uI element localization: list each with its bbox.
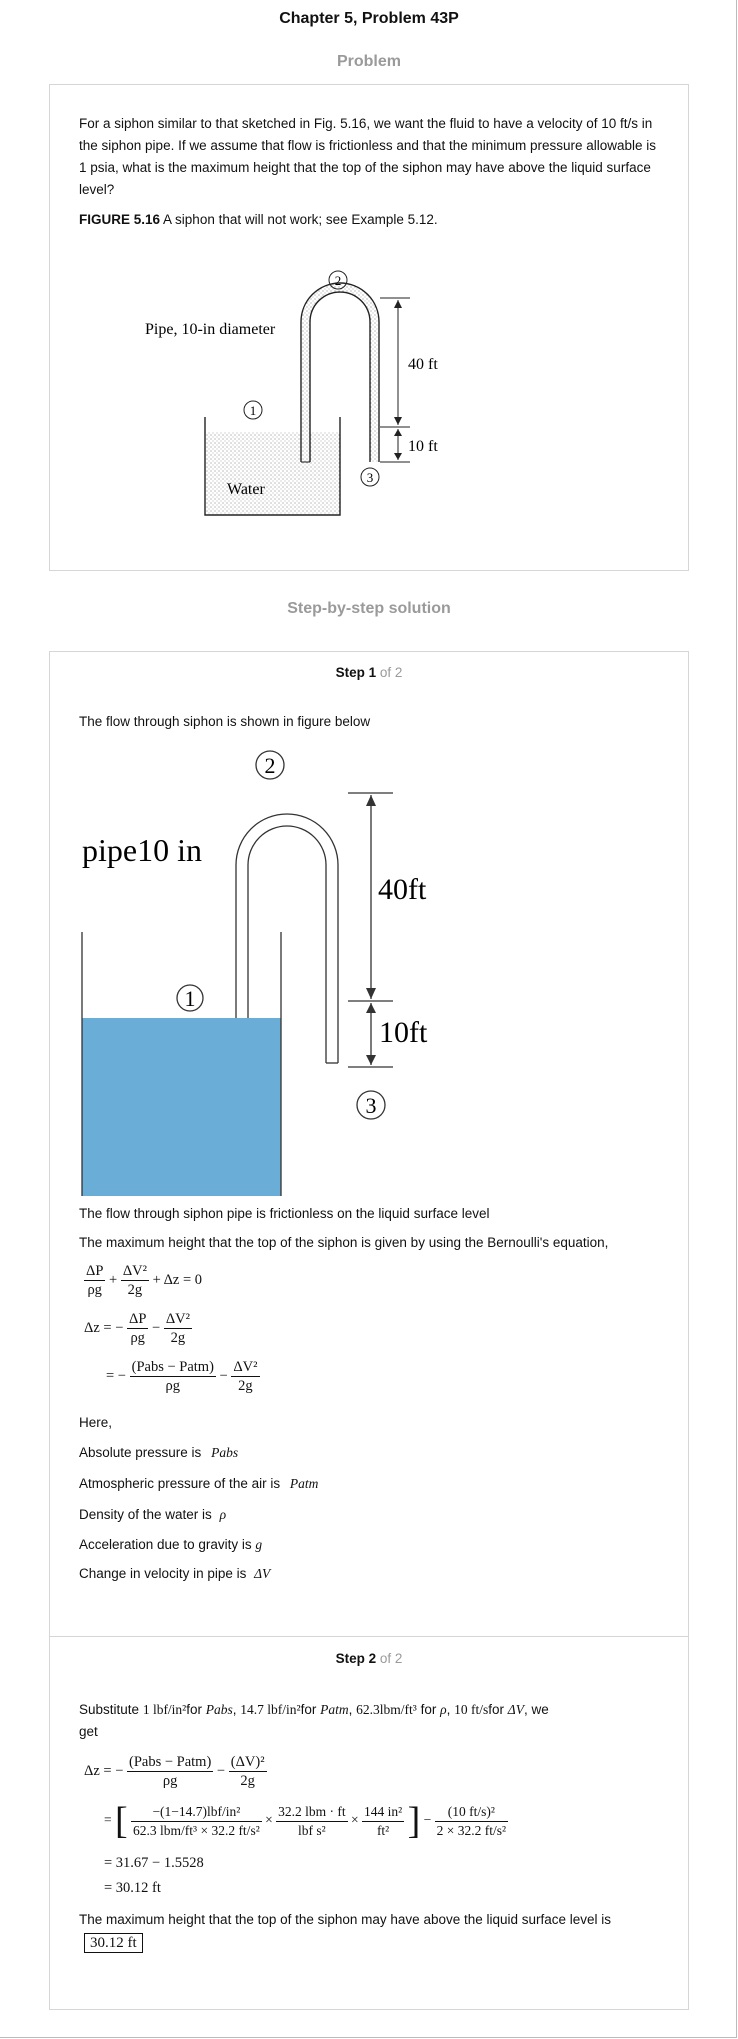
eq1-plus: + (109, 1271, 118, 1288)
eq3-minus: − (219, 1367, 228, 1384)
solution-label-10ft: 10ft (379, 1016, 428, 1049)
eq2-den-rhog: ρg (127, 1328, 148, 1347)
step1-line1: The flow through siphon pipe is frictionless on the liquid surface level (79, 1206, 490, 1221)
s2-num1: −(1−14.7)lbf/in² (152, 1803, 241, 1819)
step1-label (0, 665, 738, 680)
sub-for-1: for (186, 1702, 202, 1717)
step-divider (49, 1636, 689, 1637)
final-statement: The maximum height that the top of the siphon may have above the liquid surface level is (79, 1912, 612, 1927)
s2-den-2g: 2g (229, 1771, 267, 1790)
s2-den2: lbf s² (276, 1821, 348, 1840)
sub-get: get (79, 1724, 98, 1739)
s2-num-pdiff: (Pabs − Patm) (129, 1754, 212, 1770)
solution-point-1: 1 (184, 986, 196, 1011)
eq2-dz: Δz = − (84, 1319, 124, 1336)
def-2-label: Density of the water is (79, 1507, 212, 1522)
def-4-label: Change in velocity in pipe is (79, 1566, 247, 1581)
s2-times-2: × (351, 1812, 359, 1828)
sub-s2: Patm (320, 1702, 349, 1717)
tank-water (205, 432, 340, 516)
s2-num3: 144 in² (364, 1803, 403, 1819)
step2-numeric-equation: = [ $\frac{\text{−(1−14.7)lbf/in²}}{\text{62.3 lbm/ft³ × 32.2 ft/s²}}$ × $\frac{\text{32.2 lbm · ft}}{\text{lbf s²}}$ × $\frac{\text{144 in²}}{\text{ft²}}$ ] − $\frac{\text{(10 ft/s)²}}{\text{2 × 32.2 ft/s²}}$ (104, 1800, 507, 1842)
sub-word: Substitute (79, 1702, 140, 1717)
def-0-symbol: Pabs (211, 1445, 239, 1460)
eq1-dz0: + Δz = 0 (152, 1271, 203, 1288)
eq3-den-rhog: ρg (130, 1376, 216, 1395)
label-10ft: 10 ft (408, 438, 438, 455)
solution-tank-water (82, 1018, 281, 1196)
eq3-num-pdiff: (Pabs − Patm) (131, 1359, 214, 1375)
here-label: Here, (79, 1415, 113, 1430)
s2-num2: 32.2 lbm · ft (278, 1803, 346, 1819)
solution-point-2: 2 (264, 753, 276, 778)
siphon-figure-original (130, 262, 460, 522)
sub-v3: 62.3lbm/ft³ (356, 1702, 417, 1717)
label-pipe: Pipe, 10-in diameter (145, 321, 276, 338)
figure-caption (79, 209, 659, 231)
sub-s4: ΔV (507, 1702, 524, 1717)
sub-v2: 14.7 lbf/in² (240, 1702, 301, 1717)
s2-num-dv2: (ΔV)² (230, 1754, 265, 1770)
s2-minus-1: − (216, 1762, 226, 1779)
point-3-label: 3 (366, 470, 374, 485)
def-velocity (79, 1563, 659, 1585)
def-3-label: Acceleration due to gravity is (79, 1537, 252, 1552)
s2-den1: 62.3 lbm/ft³ × 32.2 ft/s² (133, 1822, 260, 1838)
eq2-num-dp: ΔP (129, 1311, 147, 1327)
sub-s3: ρ (440, 1702, 447, 1717)
step2-of: of 2 (376, 1651, 403, 1666)
problem-text: For a siphon similar to that sketched in Fig. 5.16, we want the fluid to have a velocity of 10 ft/s in the siphon pipe. If we assume that flow is frictionless and that the minimum pressure allowable is 1 psia, what is the maximum height that the top of the siphon may have above the liquid surface level? (79, 116, 657, 197)
label-water: Water (227, 481, 265, 498)
def-1-symbol: Patm (289, 1476, 319, 1491)
def-atm-pressure (79, 1473, 659, 1495)
figure-label: FIGURE 5.16 (79, 212, 161, 227)
eq2-minus: − (152, 1319, 161, 1336)
def-density (79, 1504, 659, 1526)
s2-den3: ft² (362, 1821, 404, 1840)
final-answer: 30.12 ft (84, 1933, 143, 1953)
step1-intro: The flow through siphon is shown in figure below (79, 714, 371, 729)
step2-result-1: = 31.67 − 1.5528 (104, 1855, 204, 1871)
eq3-den-2g: 2g (231, 1376, 259, 1395)
def-3-symbol: g (255, 1537, 263, 1552)
eq1-den-2g: 2g (121, 1280, 149, 1299)
s2-num4: (10 ft/s)² (447, 1803, 495, 1819)
s2-times-1: × (265, 1812, 273, 1828)
step1-line2: The maximum height that the top of the siphon is given by using the Bernoulli's equation, (79, 1235, 609, 1250)
figure-caption-text: A siphon that will not work; see Example 5.12. (160, 212, 438, 227)
eq1-num-dv2: ΔV² (122, 1263, 147, 1279)
eq3-num-dv2: ΔV² (233, 1359, 258, 1375)
label-40ft: 40 ft (408, 356, 438, 373)
eq1-den-rhog: ρg (84, 1280, 105, 1299)
sub-for-4: for (488, 1702, 504, 1717)
bernoulli-equation (84, 1262, 202, 1299)
siphon-figure-solution (78, 745, 498, 1200)
sub-s1: Pabs (205, 1702, 233, 1717)
sub-tail: , we (523, 1702, 549, 1717)
point-1-label: 1 (249, 403, 257, 418)
step2-label (0, 1651, 738, 1666)
substitution-line: Substitute 1 lbf/in²for Pabs, 14.7 lbf/in²for Patm, 62.3lbm/ft³ for ρ, 10 ft/sfor ΔV, we get (79, 1702, 549, 1739)
def-4-symbol: ΔV (254, 1566, 271, 1581)
def-0-label: Absolute pressure is (79, 1445, 202, 1460)
step2-word: Step 2 (335, 1651, 377, 1666)
dz-equation (84, 1310, 192, 1347)
def-gravity (79, 1534, 659, 1556)
answer-box (84, 1934, 143, 1952)
sub-v1: 1 lbf/in² (142, 1702, 187, 1717)
s2-den-rhog: ρg (127, 1771, 213, 1790)
dz-pressure-equation (106, 1358, 260, 1395)
sub-v4: 10 ft/s (454, 1702, 489, 1717)
eq1-num-dp: ΔP (86, 1263, 104, 1279)
sub-for-3: for (420, 1702, 437, 1717)
page-title: Chapter 5, Problem 43P (279, 10, 459, 27)
problem-heading: Problem (336, 53, 401, 70)
step1-of: of 2 (376, 665, 403, 680)
step1-word: Step 1 (335, 665, 377, 680)
sub-for-2: for (300, 1702, 317, 1717)
s2-eq-dz: Δz = − (84, 1762, 124, 1779)
step2-result-2: = 30.12 ft (104, 1880, 161, 1896)
def-abs-pressure (79, 1442, 659, 1464)
def-2-symbol: ρ (219, 1507, 227, 1522)
eq2-den-2g: 2g (164, 1328, 192, 1347)
s2-minus-2: − (423, 1812, 432, 1828)
point-2-label: 2 (334, 273, 342, 288)
def-1-label: Atmospheric pressure of the air is (79, 1476, 281, 1491)
step2-dz-equation (84, 1753, 267, 1790)
solution-heading: Step-by-step solution (287, 600, 451, 617)
solution-point-3: 3 (365, 1093, 377, 1118)
solution-label-pipe: pipe10 in (82, 832, 202, 868)
eq2-num-dv2: ΔV² (165, 1311, 190, 1327)
s2-den4: 2 × 32.2 ft/s² (436, 1822, 507, 1838)
solution-label-40ft: 40ft (378, 873, 427, 906)
eq3-eqminus: = − (106, 1367, 126, 1384)
